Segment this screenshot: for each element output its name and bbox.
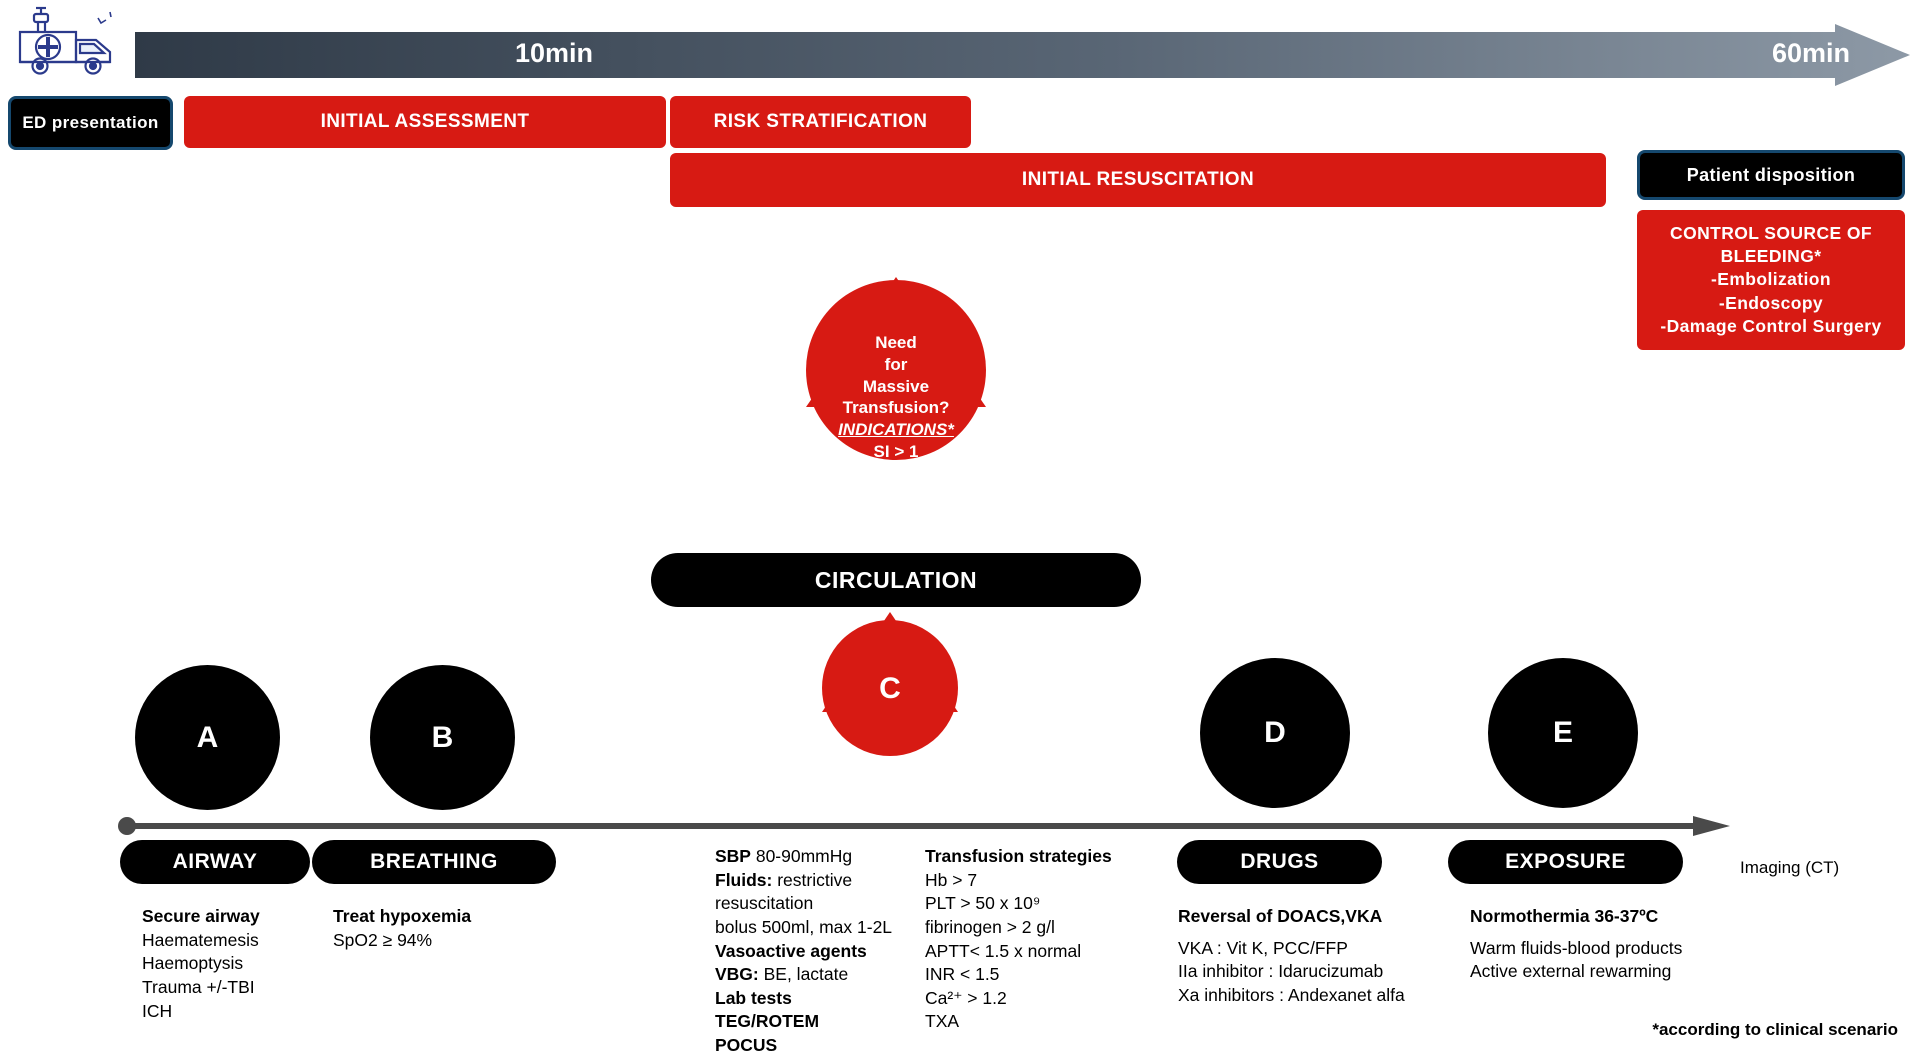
drugs-pill[interactable] (1177, 840, 1382, 884)
abcde-d-label: D (1264, 716, 1286, 749)
ed-presentation-box[interactable] (8, 96, 173, 150)
abcde-e-label: E (1552, 716, 1573, 749)
drugs-label: DRUGS (1240, 850, 1319, 873)
control-source-line-1: -Embolization (1711, 269, 1831, 290)
abcde-a-label: A (196, 720, 219, 754)
circ-left-bold-2: Fluids: (715, 869, 773, 890)
airway-line-3: Trauma +/-TBI (142, 976, 255, 997)
risk-stratification-label: RISK STRATIFICATION (713, 111, 928, 132)
abcde-b-label: B (431, 720, 454, 754)
mt-criteria-1: SI > 1 (873, 441, 919, 461)
abcde-c-label: C (879, 672, 901, 705)
circ-left-bold-8: TEG/ROTEM (715, 1011, 820, 1032)
mt-line-3: Massive (862, 376, 930, 396)
mt-criteria-2: ABC ≥ 2 (863, 463, 929, 483)
circ-left-rest-2: restrictive (772, 869, 853, 890)
circ-right-rest-2: Hb > 7 (925, 869, 978, 890)
patient-disposition-box[interactable] (1637, 150, 1905, 200)
drugs-line-3: Xa inhibitors : Andexanet alfa (1178, 984, 1405, 1005)
airway-heading: Secure airway (142, 906, 260, 926)
circ-right-rest-8: TXA (925, 1011, 960, 1032)
circ-left-bold-9: POCUS (715, 1035, 778, 1055)
patient-disposition-label: Patient disposition (1686, 164, 1856, 185)
circulation-pill[interactable] (651, 553, 1141, 607)
drugs-details (1178, 905, 1468, 1008)
imaging-note: Imaging (CT) (1740, 858, 1840, 877)
initial-resuscitation-bar[interactable] (670, 153, 1606, 207)
circ-left-rest-3: resuscitation (715, 893, 814, 914)
mt-line-1: Need (875, 333, 917, 352)
circ-right-rest-4: fibrinogen > 2 g/l (925, 916, 1055, 937)
ed-presentation-label: ED presentation (22, 113, 159, 133)
circ-right-rest-5: APTT< 1.5 x normal (925, 940, 1082, 961)
exposure-line-1: Warm fluids-blood products (1470, 937, 1683, 958)
abcde-axis-arrow (118, 815, 1730, 837)
circulation-details-left (715, 845, 915, 1058)
abcde-circle-d[interactable] (1200, 658, 1350, 808)
exposure-pill[interactable] (1448, 840, 1683, 884)
airway-line-1: Haematemesis (142, 929, 259, 950)
ambulance-icon (14, 6, 124, 82)
airway-label: AIRWAY (172, 850, 258, 873)
breathing-pill[interactable] (312, 840, 556, 884)
timeline-arrow (135, 24, 1910, 86)
breathing-line-1: SpO2 ≥ 94% (333, 929, 433, 950)
control-source-title: CONTROL SOURCE OF BLEEDING* (1670, 222, 1872, 267)
timeline-right-label: 60min (1771, 38, 1850, 68)
timeline-left-label: 10min (515, 38, 594, 68)
control-source-line-2: -Endoscopy (1718, 292, 1824, 313)
circ-left-rest-6: BE, lactate (758, 964, 849, 985)
circ-left-bold-6: VBG: (715, 964, 759, 985)
initial-resuscitation-label: INITIAL RESUSCITATION (1021, 169, 1255, 190)
mt-line-4: Transfusion? (842, 398, 950, 418)
control-source-box[interactable] (1637, 210, 1905, 350)
drugs-heading: Reversal of DOACS,VKA (1178, 906, 1383, 926)
circulation-label: CIRCULATION (814, 566, 978, 593)
airway-line-2: Haemoptysis (142, 953, 244, 974)
circ-left-bold-7: Lab tests (715, 987, 792, 1008)
circ-right-bold-1: Transfusion strategies (925, 846, 1112, 866)
circ-left-rest-4: bolus 500ml, max 1-2L (715, 916, 893, 937)
circ-left-bold-1: SBP (715, 846, 751, 866)
massive-transfusion-text (806, 332, 986, 484)
circ-right-rest-3: PLT > 50 x 10⁹ (925, 893, 1041, 914)
drugs-line-1: VKA : Vit K, PCC/FFP (1178, 937, 1348, 958)
airway-details (142, 905, 357, 1023)
abcde-circle-b[interactable] (370, 665, 515, 810)
initial-assessment-bar[interactable] (184, 96, 666, 148)
drugs-line-2: IIa inhibitor : Idarucizumab (1178, 961, 1384, 982)
mt-line-2: for (884, 354, 908, 374)
exposure-label: EXPOSURE (1505, 850, 1626, 873)
exposure-heading: Normothermia 36-37ºC (1470, 906, 1659, 926)
circ-right-rest-7: Ca²⁺ > 1.2 (925, 987, 1007, 1008)
circ-left-rest-1: 80-90mmHg (750, 846, 853, 866)
footnote: *according to clinical scenario (1652, 1020, 1898, 1039)
circulation-details-right (925, 845, 1135, 1034)
breathing-details (333, 905, 563, 952)
circ-left-bold-5: Vasoactive agents (715, 940, 867, 961)
abcde-circle-a[interactable] (135, 665, 280, 810)
airway-pill[interactable] (120, 840, 310, 884)
exposure-details (1470, 905, 1770, 984)
breathing-label: BREATHING (370, 850, 498, 873)
mt-indications-label: INDICATIONS* (838, 420, 954, 439)
control-source-line-3: -Damage Control Surgery (1660, 315, 1882, 336)
breathing-heading: Treat hypoxemia (333, 906, 472, 926)
abcde-circle-e[interactable] (1488, 658, 1638, 808)
exposure-line-2: Active external rewarming (1470, 961, 1672, 982)
risk-stratification-bar[interactable] (670, 96, 971, 148)
airway-line-4: ICH (142, 1000, 173, 1021)
initial-assessment-label: INITIAL ASSESSMENT (320, 111, 530, 132)
circ-right-rest-6: INR < 1.5 (925, 964, 1000, 985)
